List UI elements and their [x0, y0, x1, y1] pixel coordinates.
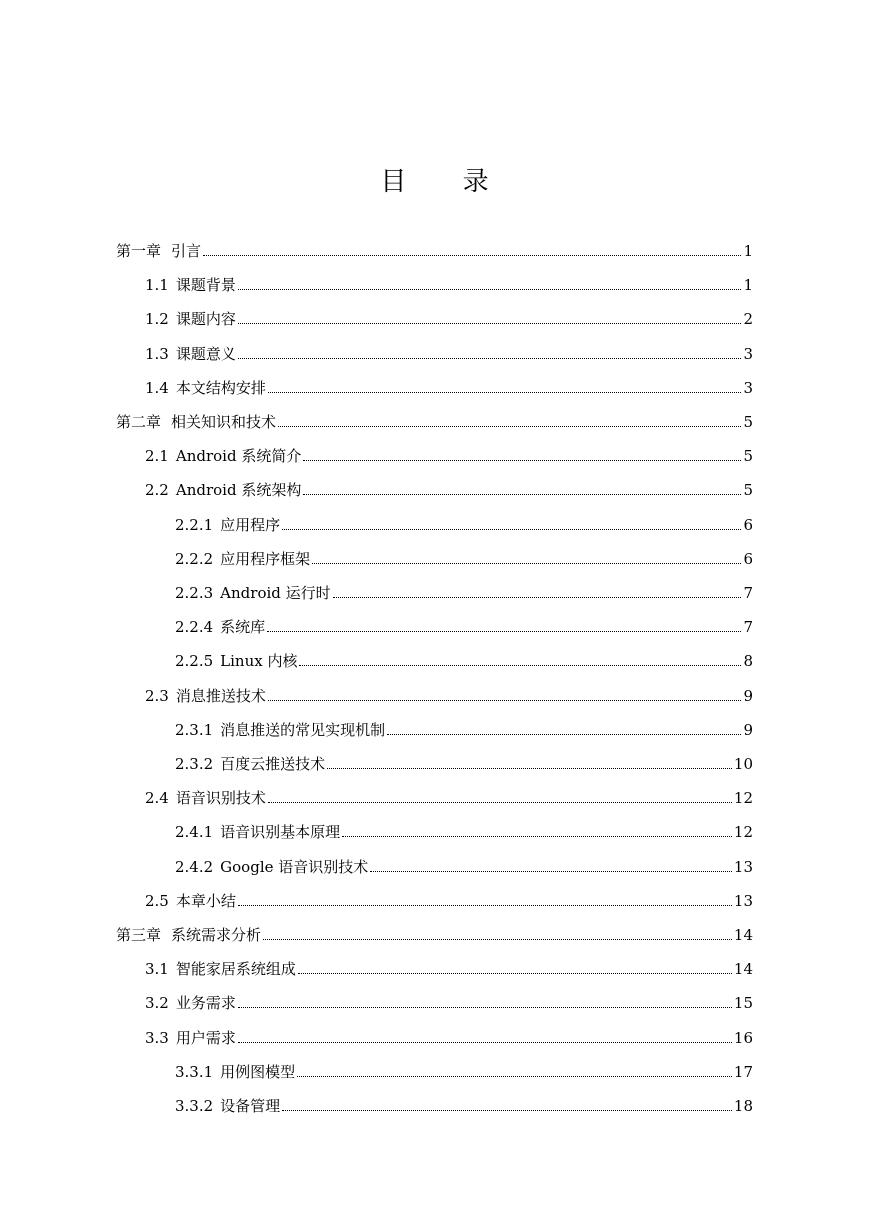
toc-entry[interactable] — [145, 466, 753, 500]
dot-leader — [370, 871, 732, 872]
dot-leader — [238, 289, 742, 290]
toc-entry-number: 2.2 — [145, 481, 169, 500]
toc-entry[interactable] — [145, 364, 753, 398]
toc-entry-text: 系统库 — [220, 618, 266, 637]
toc-entry-text: Google 语音识别技术 — [220, 857, 369, 876]
toc-entry-page: 3 — [743, 344, 753, 363]
dot-leader — [238, 1007, 732, 1008]
dot-leader — [297, 1076, 732, 1077]
toc-entry-page: 13 — [733, 857, 753, 876]
toc-entry-number: 2.2.3 — [175, 584, 214, 602]
dot-leader — [303, 494, 741, 495]
toc-entry-page: 7 — [743, 618, 753, 637]
dot-leader — [342, 836, 732, 837]
dot-leader — [327, 768, 732, 769]
toc-entry-label — [175, 1062, 295, 1082]
toc-entry[interactable] — [145, 261, 753, 295]
toc-entry[interactable] — [175, 501, 753, 535]
toc-entry[interactable] — [175, 535, 753, 569]
toc-entry[interactable] — [116, 911, 753, 945]
toc-entry-text: 课题背景 — [175, 276, 236, 295]
toc-entry-page: 15 — [733, 994, 753, 1013]
toc-entry-label — [116, 925, 261, 945]
toc-entry-label — [175, 549, 310, 569]
toc-entry[interactable] — [175, 843, 753, 877]
toc-entry-text: Android 系统简介 — [175, 447, 302, 466]
dot-leader — [238, 905, 732, 906]
toc-entry-text: 用户需求 — [175, 1028, 236, 1047]
dot-leader — [268, 802, 732, 803]
toc-entry-page: 5 — [743, 447, 753, 466]
toc-entry-page: 6 — [743, 549, 753, 568]
dot-leader — [278, 426, 741, 427]
toc-entry-page: 14 — [733, 926, 753, 944]
toc-entry-number: 3.3 — [145, 1028, 169, 1047]
toc-entry-page: 12 — [733, 789, 753, 808]
toc-entry-page: 14 — [733, 960, 753, 979]
toc-entry-text: 应用程序 — [220, 515, 281, 534]
toc-entry-label — [145, 480, 301, 500]
toc-entry[interactable] — [175, 569, 753, 603]
toc-entry-page: 13 — [733, 891, 753, 910]
toc-entry-number: 第二章 — [116, 413, 162, 431]
toc-entry-number: 2.1 — [145, 447, 169, 466]
dot-leader — [263, 939, 732, 940]
dot-leader — [238, 1042, 732, 1043]
toc-entry-text: 消息推送技术 — [175, 686, 266, 705]
toc-entry-label — [116, 412, 276, 432]
toc-entry[interactable] — [145, 945, 753, 979]
dot-leader — [203, 255, 741, 256]
toc-entry-number: 2.3 — [145, 686, 169, 705]
toc-entry-number: 2.3.1 — [175, 720, 214, 739]
toc-entry-label — [145, 446, 301, 466]
toc-entry-number: 2.4 — [145, 789, 169, 808]
dot-leader — [333, 597, 742, 598]
toc-entry[interactable] — [116, 398, 753, 432]
toc-entry-label — [175, 857, 368, 877]
toc-entry-number: 2.5 — [145, 891, 169, 910]
toc-entry[interactable] — [116, 227, 753, 261]
toc-entry-label — [175, 617, 265, 637]
toc-entry-text: 本章小结 — [175, 891, 236, 910]
toc-entry-number: 3.3.1 — [175, 1062, 214, 1081]
toc-entry-text: 系统需求分析 — [171, 926, 262, 944]
toc-entry-page: 10 — [733, 755, 753, 773]
toc-entry-page: 5 — [743, 413, 753, 431]
toc-entry-label — [145, 275, 236, 295]
toc-entry-label — [145, 788, 266, 808]
toc-entry-label — [175, 1096, 280, 1116]
toc-entry-text: 语音识别基本原理 — [220, 823, 341, 842]
toc-entry[interactable] — [145, 295, 753, 329]
toc-entry-text: 消息推送的常见实现机制 — [220, 720, 386, 739]
dot-leader — [268, 700, 742, 701]
toc-entry-label — [145, 686, 266, 706]
toc-entry-label — [175, 754, 325, 774]
toc-entry-text: 本文结构安排 — [175, 378, 266, 397]
toc-entry-number: 3.2 — [145, 994, 169, 1013]
toc-entry-number: 2.4.1 — [175, 823, 214, 842]
toc-entry-label — [145, 378, 266, 398]
toc-entry-text: 设备管理 — [220, 1097, 281, 1115]
dot-leader — [387, 734, 741, 735]
toc-entry-number: 2.2.1 — [175, 515, 214, 534]
toc-entry-number: 2.2.4 — [175, 618, 214, 637]
toc-entry-page: 12 — [733, 823, 753, 842]
toc-entry-text: 业务需求 — [175, 994, 236, 1013]
dot-leader — [298, 973, 732, 974]
toc-entry-page: 1 — [743, 242, 753, 260]
toc-entry[interactable] — [175, 808, 753, 842]
toc-entry-page: 9 — [743, 686, 753, 705]
toc-entry[interactable] — [175, 637, 753, 671]
toc-entry-text: 应用程序框架 — [220, 549, 311, 568]
toc-entry-page: 1 — [743, 276, 753, 295]
toc-entry-number: 2.3.2 — [175, 755, 214, 773]
toc-entry-text: 语音识别技术 — [175, 789, 266, 808]
toc-entry-label — [175, 720, 385, 740]
toc-entry-page: 7 — [743, 584, 753, 602]
dot-leader — [312, 563, 741, 564]
toc-entry[interactable] — [175, 1082, 753, 1116]
toc-entry-page: 6 — [743, 515, 753, 534]
dot-leader — [299, 665, 741, 666]
toc-entry-label — [175, 583, 331, 603]
toc-entry-label — [175, 822, 340, 842]
toc-entry-number: 1.1 — [145, 276, 169, 295]
toc-entry-text: 用例图模型 — [220, 1062, 296, 1081]
toc-entry[interactable] — [145, 432, 753, 466]
toc-entry-label — [145, 1028, 236, 1048]
dot-leader — [238, 358, 742, 359]
toc-entry-text: 百度云推送技术 — [220, 755, 326, 773]
toc-entry-text: Android 运行时 — [220, 584, 331, 602]
toc-entry-number: 2.2.2 — [175, 549, 214, 568]
toc-entry-text: 相关知识和技术 — [171, 413, 277, 431]
toc-entry[interactable] — [175, 603, 753, 637]
toc-entry-page: 3 — [743, 378, 753, 397]
dot-leader — [267, 631, 741, 632]
toc-entry-text: 智能家居系统组成 — [175, 960, 296, 979]
toc-entry-number: 第三章 — [116, 926, 162, 944]
dot-leader — [303, 460, 741, 461]
dot-leader — [268, 392, 742, 393]
toc-entry-text: Android 系统架构 — [175, 481, 302, 500]
toc-entry-number: 1.4 — [145, 378, 169, 397]
toc-entry[interactable] — [175, 1048, 753, 1082]
toc-entry-label — [145, 309, 236, 329]
dot-leader — [238, 323, 742, 324]
toc-entry[interactable] — [145, 979, 753, 1013]
toc-entry-label — [145, 959, 296, 979]
toc-entry-label — [116, 241, 201, 261]
toc-entry-label — [175, 515, 280, 535]
dot-leader — [282, 1110, 732, 1111]
toc-entry-number: 3.1 — [145, 960, 169, 979]
toc-entry[interactable] — [175, 740, 753, 774]
toc-entry[interactable] — [145, 877, 753, 911]
dot-leader — [282, 529, 741, 530]
toc-entry-text: 课题内容 — [175, 310, 236, 329]
toc-entry-text: 引言 — [171, 242, 202, 260]
toc-entry-number: 1.3 — [145, 344, 169, 363]
toc-entry-number: 2.2.5 — [175, 652, 214, 671]
toc-entry[interactable] — [175, 706, 753, 740]
toc-entry-text: Linux 内核 — [220, 652, 298, 671]
toc-entry-page: 8 — [743, 652, 753, 671]
toc-entry-number: 3.3.2 — [175, 1097, 214, 1115]
toc-entry-label — [145, 344, 236, 364]
toc-entry-number: 2.4.2 — [175, 857, 214, 876]
toc-entry[interactable] — [145, 1014, 753, 1048]
toc-entry-page: 16 — [733, 1028, 753, 1047]
toc-entry-label — [175, 651, 297, 671]
toc-entry[interactable] — [145, 672, 753, 706]
toc-entry-page: 17 — [733, 1062, 753, 1081]
toc-entry[interactable] — [145, 774, 753, 808]
toc-entry-page: 5 — [743, 481, 753, 500]
toc-entry-label — [145, 993, 236, 1013]
toc-entry-number: 第一章 — [116, 242, 162, 260]
toc-entry-number: 1.2 — [145, 310, 169, 329]
toc-entry[interactable] — [145, 330, 753, 364]
toc-entry-text: 课题意义 — [175, 344, 236, 363]
toc-entry-page: 2 — [743, 310, 753, 329]
toc-entry-page: 9 — [743, 720, 753, 739]
toc-entry-label — [145, 891, 236, 911]
toc-entry-page: 18 — [733, 1097, 753, 1115]
toc-title: 目 录 — [380, 167, 513, 197]
